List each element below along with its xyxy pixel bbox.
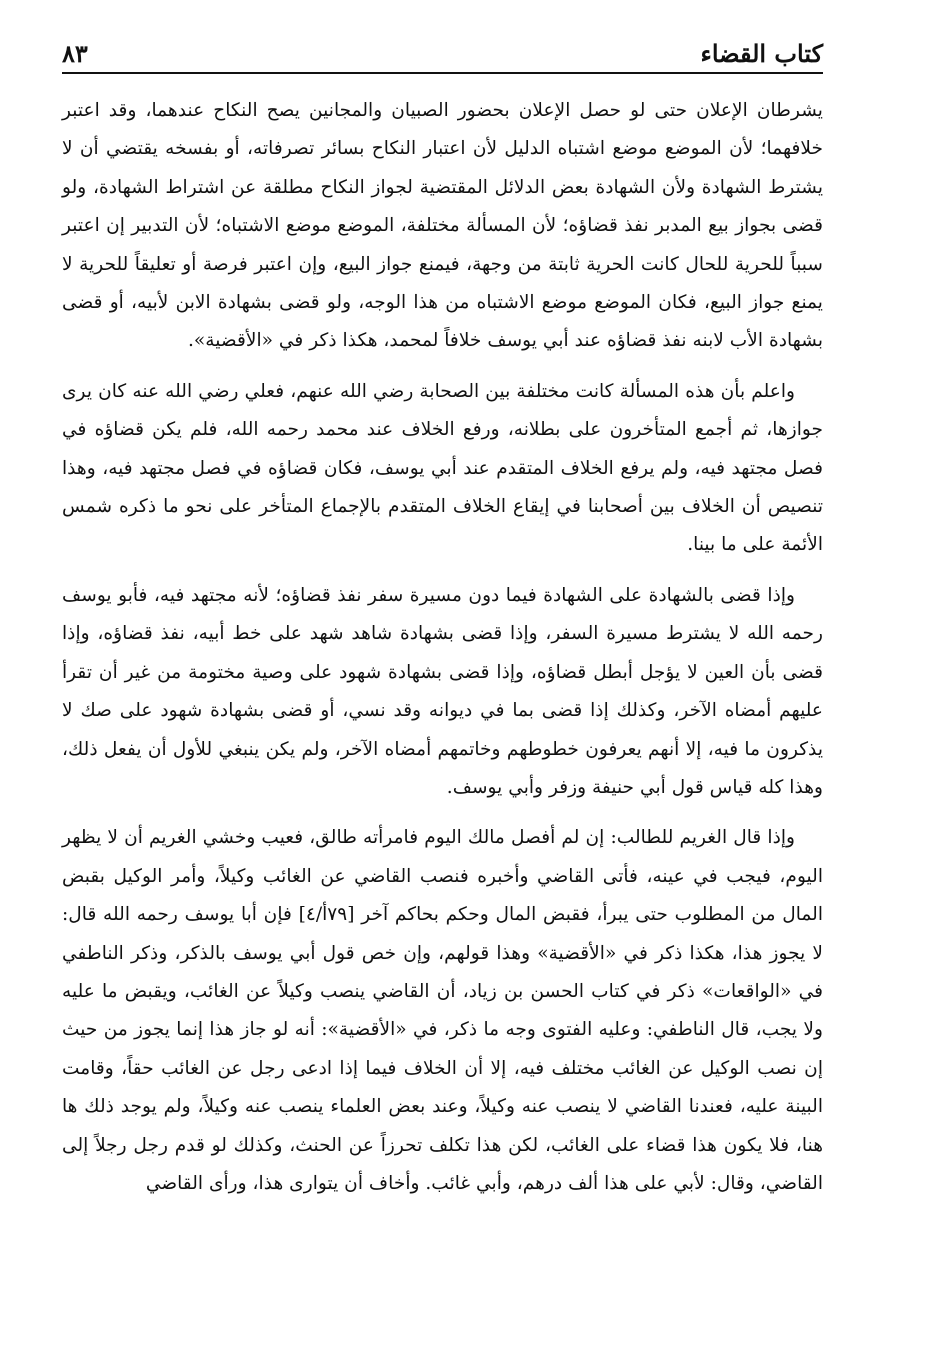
- page-number: ٨٣: [62, 39, 88, 68]
- paragraph: وإذا قال الغريم للطالب: إن لم أفصل مالك اليوم فامرأته طالق، فعيب وخشي الغريم أن لا يظهر اليوم، فيجب في عينه، فأتى القاضي وأخبره فنصب القاضي عن الغائب وكيلاً، وأمر الوكيل بقبض المال من المطلوب حتى يبرأ، فقبض المال وحكم بحاكم آخر [٧٩أ/٤] فإن أبا يوسف رحمه الله قال: لا يجوز هذا، هكذا ذكر في «الأقضية» وهذا قولهم، وإن خص قول أبي يوسف بالذكر، وذكر الناطفي في «الواقعات» ذكر في كتاب الحسن بن زياد، أن القاضي ينصب وكيلاً عن الغائب، ويقبض ما عليه ولا يجب، قال الناطفي: وعليه الفتوى وجه ما ذكر، في «الأقضية»: أنه لو جاز هذا إنما يجوز من حيث إن نصب الوكيل عن الغائب مختلف فيه، إلا أن الخلاف فيما إذا ادعى رجل عن الغائب حقاً، وقامت البينة عليه، فعندنا القاضي لا ينصب عنه وكيلاً، وعند بعض العلماء ينصب عنه وكيلاً، ولم يوجد ذلك ها هنا، فلا يكون هذا قضاء على الغائب، لكن هذا تكلف تحرزاً عن الحنث، وكذلك لو قدم رجل رجلاً إلى القاضي، وقال: لأبي على هذا ألف درهم، وأبي غائب. وأخاف أن يتوارى هذا، ورأى القاضي: [62, 827, 823, 1194]
- page-header: [62, 38, 823, 74]
- paragraph: يشرطان الإعلان حتى لو حصل الإعلان بحضور الصبيان والمجانين يصح النكاح عندهما، وقد اعتبر خلافهما؛ لأن الموضع موضع اشتباه الدليل لأن اعتبار النكاح بسائر تصرفاته، أو بفسخه يقتضي أن لا يشترط الشهادة ولأن الشهادة بعض الدلائل المقتضية لجواز النكاح مطلقة عن اشتراط الشهادة، ولو قضى بجواز بيع المدبر نفذ قضاؤه؛ لأن المسألة مختلفة، الموضع موضع الاشتباه؛ لأن التدبير إن اعتبر سبباً للحرية للحال كانت الحرية ثابتة من وجهة، فيمنع جواز البيع، وإن اعتبر فرصة أو تعليقاً للحرية لا يمنع جواز البيع، فكان الموضع موضع الاشتباه من هذا الوجه، ولو قضى بشهادة الابن لأبيه، أو قضى بشهادة الأب لابنه نفذ قضاؤه عند أبي يوسف خلافاً لمحمد، هكذا ذكر في «الأقضية».: [62, 100, 823, 352]
- body-text: [62, 92, 823, 1203]
- paragraph: واعلم بأن هذه المسألة كانت مختلفة بين الصحابة رضي الله عنهم، فعلي رضي الله عنه كان يرى جوازها، ثم أجمع المتأخرون على بطلانه، ورفع الخلاف عند محمد رحمه الله، فلم يكن قضاؤه في فصل مجتهد فيه، ولم يرفع الخلاف المتقدم عند أبي يوسف، فكان قضاؤه في فصل مجتهد فيه، وهذا تنصيص أن الخلاف بين أصحابنا في إيقاع الخلاف المتقدم بالإجماع المتأخر على نحو ما ذكره شمس الأئمة على ما بينا.: [62, 380, 823, 556]
- paragraph: وإذا قضى بالشهادة على الشهادة فيما دون مسيرة سفر نفذ قضاؤه؛ لأنه مجتهد فيه، فأبو يوسف رحمه الله لا يشترط مسيرة السفر، وإذا قضى بشهادة شاهد شهد على خط أبيه، نفذ قضاؤه، وإذا قضى بأن العين لا يؤجل أبطل قضاؤه، وإذا قضى بشهادة شهود على وصية مختومة من غير أن تقرأ عليهم أمضاه الآخر، وكذلك إذا قضى بما في ديوانه وقد نسي، أو قضى بشهادة شهود على صك لا يذكرون ما فيه، إلا أنهم يعرفون خطوطهم وخاتمهم أمضاه الآخر، ولم يكن ينبغي للأول أن يفعل ذلك، وهذا كله قياس قول أبي حنيفة وزفر وأبي يوسف.: [62, 584, 823, 798]
- running-head: كتاب القضاء: [700, 39, 823, 68]
